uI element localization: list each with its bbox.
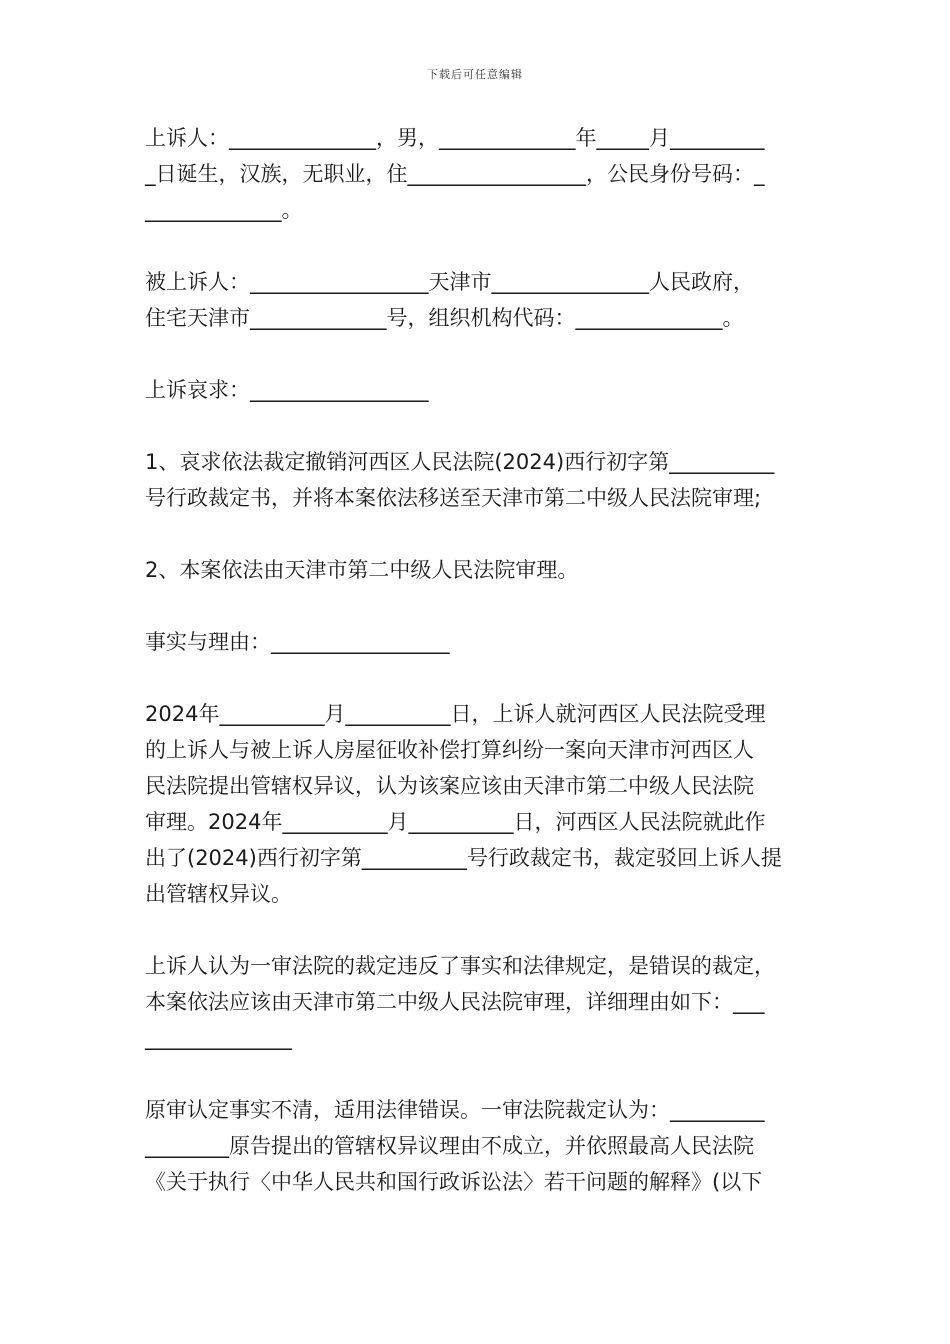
paragraph-gap [145,912,809,948]
text-line: 本案依法应该由天津市第二中级人民法院审理，详细理由如下：___ [145,990,765,1014]
text-line: 原审认定事实不清，适用法律错误。一审法院裁定认为：_________ [145,1098,765,1122]
text-line: 民法院提出管辖权异议，认为该案应该由天津市第二中级人民法院 [145,774,754,798]
paragraph-gap [145,588,809,624]
text-line: 上诉哀求：_________________ [145,378,429,402]
paragraph-gap [145,408,809,444]
text-line: 上诉人：______________，男，_____________年_____月_________ [145,126,765,150]
text-line: _日诞生，汉族，无职业，住_________________，公民身份号码：_ [145,162,765,186]
document-body [145,120,809,1200]
text-line: 2024年__________月__________日，上诉人就河西区人民法院受理 [145,702,766,726]
text-line: 《关于执行〈中华人民共和国行政诉讼法〉若干问题的解释》(以下 [145,1170,763,1194]
text-line: 事实与理由：_________________ [145,630,450,654]
paragraph-gap [145,516,809,552]
text-line: _____________。 [145,198,303,222]
text-line: ________原告提出的管辖权异议理由不成立，并依照最高人民法院 [145,1134,754,1158]
text-line: 上诉人认为一审法院的裁定违反了事实和法律规定，是错误的裁定， [145,954,775,978]
paragraph-gap [145,1056,809,1092]
text-line: ______________ [145,1026,292,1050]
text-line: 住宅天津市_____________号，组织机构代码：______________。 [145,306,744,330]
text-line: 出了(2024)西行初字第__________号行政裁定书，裁定驳回上诉人提 [145,846,782,870]
text-line: 被上诉人：_________________天津市_______________人民政府， [145,270,754,294]
text-line: 号行政裁定书，并将本案依法移送至天津市第二中级人民法院审理; [145,486,762,510]
text-line: 的上诉人与被上诉人房屋征收补偿打算纠纷一案向天津市河西区人 [145,738,754,762]
header-note: 下载后可任意编辑 [427,68,523,81]
text-line: 审理。2024年__________月__________日，河西区人民法院就此作 [145,810,766,834]
text-line: 出管辖权异议。 [145,882,292,906]
paragraph-gap [145,228,809,264]
paragraph-gap [145,660,809,696]
paragraph-gap [145,336,809,372]
text-line: 2、本案依法由天津市第二中级人民法院审理。 [145,558,579,582]
text-line: 1、哀求依法裁定撤销河西区人民法院(2024)西行初字第__________ [145,450,775,474]
